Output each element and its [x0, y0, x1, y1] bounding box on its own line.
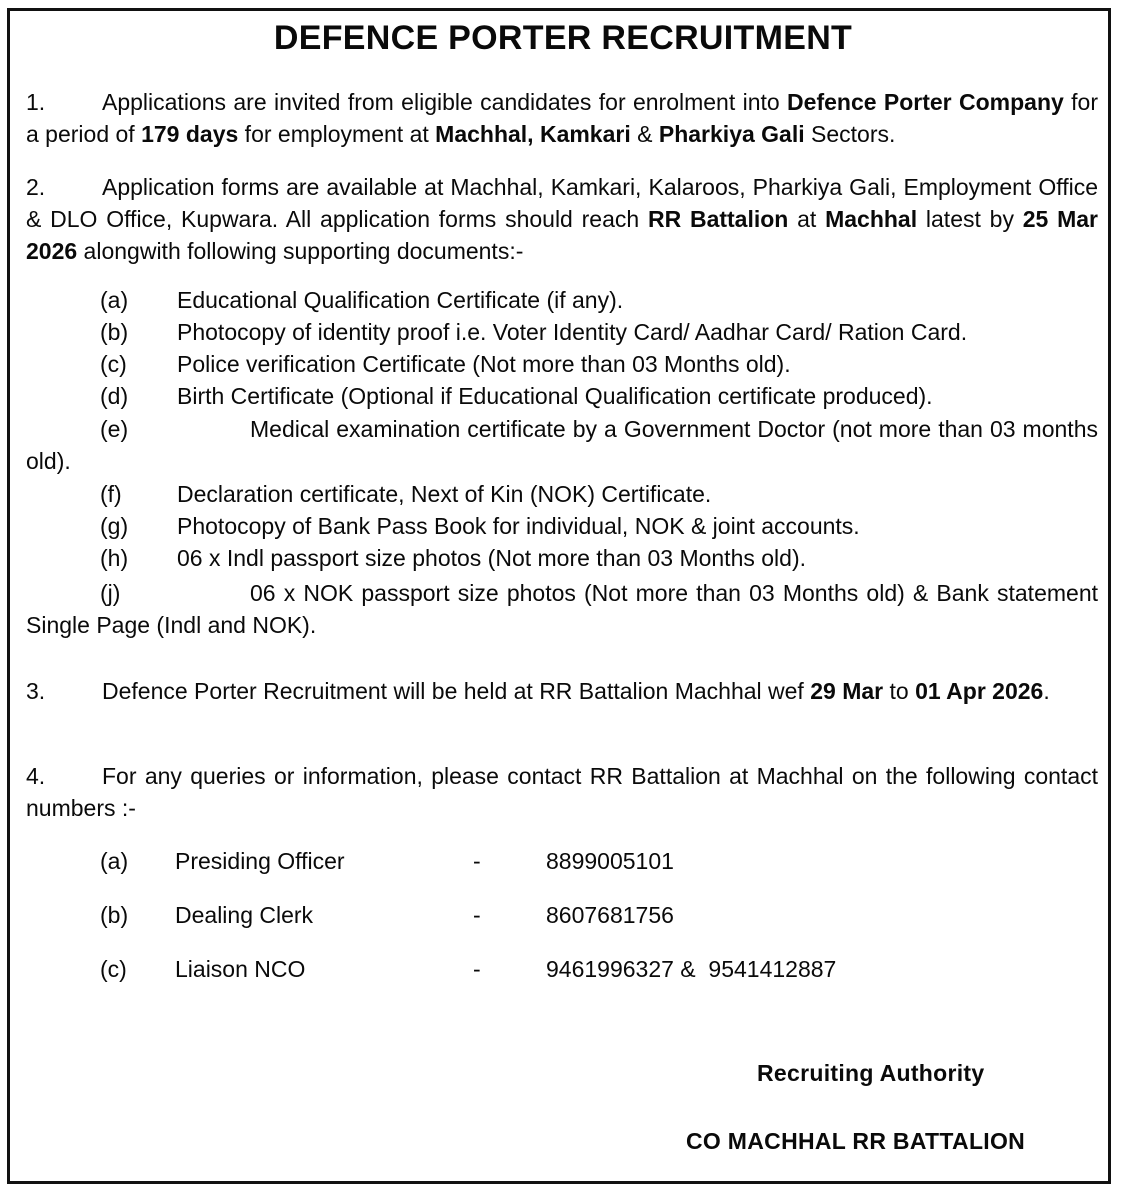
- contact-role: Dealing Clerk: [175, 902, 314, 928]
- contact-number: 9461996327 & 9541412887: [546, 956, 837, 982]
- paragraph-number: 3.: [26, 678, 46, 704]
- list-item: (f) Declaration certificate, Next of Kin (NOK) Certificate.: [100, 481, 712, 507]
- paragraph-4: 4. For any queries or information, please contact RR Battalion at Machhal on the following contact numbers :-: [26, 760, 1098, 824]
- signature-title: Recruiting Authority: [757, 1060, 985, 1086]
- list-item: (j) 06 x NOK passport size photos (Not more than 03 Months old) & Bank statement Single Page (Indl and NOK).: [26, 580, 1098, 638]
- contact-dash: -: [473, 902, 481, 928]
- paragraph-number: 4.: [26, 763, 46, 789]
- list-item: (h) 06 x Indl passport size photos (Not more than 03 Months old).: [100, 545, 806, 571]
- paragraph-number: 2.: [26, 174, 46, 200]
- list-item: (c) Police verification Certificate (Not more than 03 Months old).: [100, 351, 791, 377]
- contact-number: 8607681756: [546, 902, 674, 928]
- list-item: (e) Medical examination certificate by a Government Doctor (not more than 03 months old).: [26, 416, 1098, 474]
- contact-role: Presiding Officer: [175, 848, 345, 874]
- contact-number: 8899005101: [546, 848, 674, 874]
- contact-dash: -: [473, 956, 481, 982]
- paragraph-3: 3. Defence Porter Recruitment will be held at RR Battalion Machhal wef 29 Mar to 01 Apr 2026.: [26, 675, 1098, 707]
- paragraph-number: 1.: [26, 89, 46, 115]
- contact-dash: -: [473, 848, 481, 874]
- contact-label: (a): [100, 848, 129, 874]
- list-item: (b) Photocopy of identity proof i.e. Voter Identity Card/ Aadhar Card/ Ration Card.: [100, 319, 968, 345]
- contact-label: (c): [100, 956, 127, 982]
- contact-label: (b): [100, 902, 129, 928]
- list-item: (d) Birth Certificate (Optional if Educational Qualification certificate produced).: [100, 383, 933, 409]
- contact-role: Liaison NCO: [175, 956, 306, 982]
- notice-title: DEFENCE PORTER RECRUITMENT: [273, 19, 853, 57]
- list-item: (g) Photocopy of Bank Pass Book for individual, NOK & joint accounts.: [100, 513, 860, 539]
- paragraph-1: 1. Applications are invited from eligible candidates for enrolment into Defence Porter Company for a period of 179 days for employment at Machhal, Kamkari & Pharkiya Gali Sectors.: [26, 86, 1098, 150]
- paragraph-2: 2. Application forms are available at Machhal, Kamkari, Kalaroos, Pharkiya Gali, Employment Office & DLO Office, Kupwara. All application forms should reach RR Battalion at Machhal latest by 25 Mar 2026 alongwith following supporting documents:-: [26, 171, 1098, 267]
- list-item: (a) Educational Qualification Certificate (if any).: [100, 287, 624, 313]
- signature-unit: CO MACHHAL RR BATTALION: [686, 1128, 1026, 1154]
